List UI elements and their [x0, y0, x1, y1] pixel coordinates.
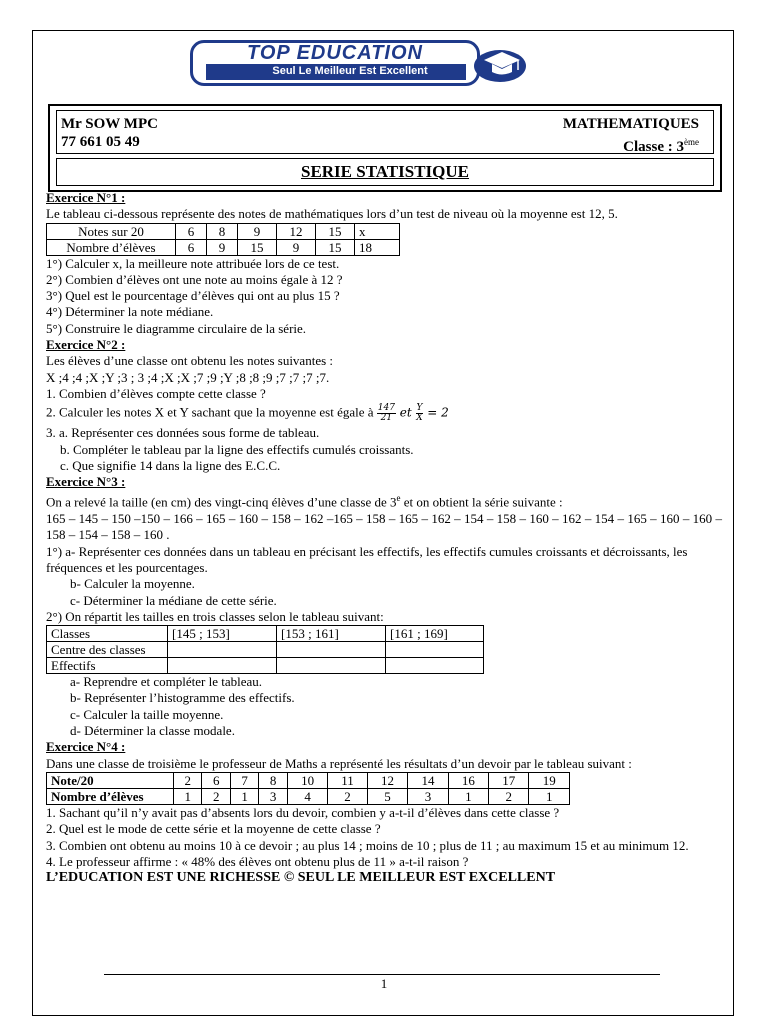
table-cell: Nombre d’élèves — [47, 239, 176, 255]
table-cell: 2 — [489, 788, 529, 804]
exercise-3-question: c- Déterminer la médiane de cette série. — [70, 592, 277, 608]
exercise-1-question: 2°) Combien d’élèves ont une note au moins égale à 12 ? — [46, 271, 343, 287]
table-cell: 16 — [448, 772, 488, 788]
table-cell: 11 — [328, 772, 368, 788]
table-cell: 9 — [277, 239, 316, 255]
table-cell: Nombre d’élèves — [47, 788, 174, 804]
graduation-cap-icon — [474, 42, 530, 82]
header-box — [48, 104, 722, 192]
table-cell: 3 — [259, 788, 287, 804]
table-cell: 15 — [316, 239, 355, 255]
fraction: $\frac{Y}{X}$ — [416, 403, 423, 424]
exercise-3-item: b- Représenter l’histogramme des effectifs. — [70, 690, 295, 706]
fraction: $\frac{147}{21}$ — [377, 403, 395, 424]
logo-brand: TOP EDUCATION — [247, 42, 423, 64]
subject: MATHEMATIQUES — [562, 116, 699, 132]
class-level: Classe : 3ème — [623, 137, 699, 155]
exercise-4-intro: Dans une classe de troisième le professeur de Maths a représenté les résultats d’un devoir par le tableau suivant : — [46, 755, 632, 771]
exercise-3-table — [46, 625, 484, 674]
exercise-1-table — [46, 223, 400, 256]
table-cell: 9 — [238, 223, 277, 239]
exercise-4-question: 4. Le professeur affirme : « 48% des élèves ont obtenu plus de 11 » a-t-il raison ? — [46, 853, 469, 869]
page-title: SERIE STATISTIQUE — [300, 162, 470, 181]
table-cell: Classes — [47, 626, 168, 642]
exercise-4-question: 2. Quel est le mode de cette série et la moyenne de cette classe ? — [46, 821, 381, 837]
table-cell: 18 — [355, 239, 400, 255]
table-cell: 1 — [230, 788, 258, 804]
exercise-1-question: 3°) Quel est le pourcentage d’élèves qui ont au plus 15 ? — [46, 288, 340, 304]
table-cell: 15 — [316, 223, 355, 239]
table-cell: 6 — [176, 239, 207, 255]
exercise-4-question: 1. Sachant qu’il n’y avait pas d’absents lors du devoir, combien y a-t-il d’élèves dans cette classe ? — [46, 804, 560, 820]
footer-motto: L’EDUCATION EST UNE RICHESSE © SEUL LE MEILLEUR EST EXCELLENT — [46, 870, 556, 886]
table-cell: 1 — [529, 788, 570, 804]
footer-rule — [104, 974, 660, 975]
table-cell: [145 ; 153] — [168, 626, 277, 642]
exercise-2-question: b. Compléter le tableau par la ligne des effectifs cumulés croissants. — [60, 441, 414, 457]
table-cell: 2 — [174, 772, 202, 788]
table-cell: 9 — [207, 239, 238, 255]
subject-info — [563, 115, 699, 156]
exercise-3-question: 1°) a- Représenter ces données dans un tableau en précisant les effectifs, les effectifs cumules croissants et décroissants, les fréquences et les pourcentages. — [46, 543, 688, 575]
exercise-2-question: c. Que signifie 14 dans la ligne des E.C.C. — [60, 457, 281, 473]
table-cell — [168, 658, 277, 674]
table-cell: 8 — [259, 772, 287, 788]
table-cell: 1 — [448, 788, 488, 804]
exercise-1-question: 1°) Calculer x, la meilleure note attribuée lors de ce test. — [46, 255, 340, 271]
exercise-4-question: 3. Combien ont obtenu au moins 10 à ce devoir ; au plus 14 ; moins de 10 ; plus de 11 ; au maximum 15 et au minimum 12. — [46, 837, 689, 853]
table-row — [47, 239, 400, 255]
table-cell — [277, 658, 386, 674]
exercise-2-data: X ;4 ;4 ;X ;Y ;3 ; 3 ;4 ;X ;X ;7 ;9 ;Y ;8 ;8 ;9 ;7 ;7 ;7 ;7. — [46, 369, 330, 385]
table-cell: 2 — [328, 788, 368, 804]
header-info — [56, 110, 714, 154]
teacher-name: Mr SOW MPC — [61, 116, 158, 132]
exercise-2-question: 2. Calculer les notes X et Y sachant que la moyenne est égale à $\frac{147}{21}$ et $\frac{Y}{X}$ = 2 — [46, 403, 449, 424]
table-row — [47, 642, 484, 658]
table-row — [47, 788, 570, 804]
table-row — [47, 772, 570, 788]
table-cell: 12 — [367, 772, 407, 788]
exercise-3-item: d- Déterminer la classe modale. — [70, 723, 235, 739]
table-cell: 6 — [202, 772, 230, 788]
logo — [190, 40, 540, 86]
table-cell: [161 ; 169] — [386, 626, 484, 642]
table-cell: 12 — [277, 223, 316, 239]
exercise-2-heading: Exercice N°2 : — [46, 337, 126, 353]
document-body — [46, 190, 722, 886]
logo-tagline: Seul Le Meilleur Est Excellent — [272, 65, 428, 77]
table-cell: 6 — [176, 223, 207, 239]
exercise-4-heading: Exercice N°4 : — [46, 739, 126, 755]
exercise-1-question: 5°) Construire le diagramme circulaire de la série. — [46, 320, 307, 336]
table-cell: Centre des classes — [47, 642, 168, 658]
teacher-phone: 77 661 05 49 — [61, 134, 140, 150]
table-cell: 19 — [529, 772, 570, 788]
table-cell: Effectifs — [47, 658, 168, 674]
table-cell: [153 ; 161] — [277, 626, 386, 642]
table-cell: 14 — [408, 772, 448, 788]
table-cell: 7 — [230, 772, 258, 788]
page-number: 1 — [380, 976, 388, 991]
table-cell: 4 — [287, 788, 327, 804]
table-cell: 1 — [174, 788, 202, 804]
exercise-3-item: c- Calculer la taille moyenne. — [70, 706, 224, 722]
table-row — [47, 626, 484, 642]
exercise-1-question: 4°) Déterminer la note médiane. — [46, 304, 214, 320]
exercise-3-item: a- Reprendre et compléter le tableau. — [70, 674, 263, 690]
table-cell: 5 — [367, 788, 407, 804]
exercise-3-heading: Exercice N°3 : — [46, 474, 126, 490]
table-cell: 3 — [408, 788, 448, 804]
table-cell — [386, 658, 484, 674]
table-row — [47, 223, 400, 239]
table-cell: x — [355, 223, 400, 239]
title-box — [56, 158, 714, 186]
exercise-1-heading: Exercice N°1 : — [46, 190, 126, 205]
exercise-3-series: 165 – 145 – 150 –150 – 166 – 165 – 160 – 158 – 162 –165 – 158 – 165 – 162 – 154 – 158 – 160 – 162 – 154 – 165 – 160 – 160 – 158 – 154 – 158 – 160 . — [46, 511, 722, 543]
exercise-1-intro: Le tableau ci-dessous représente des notes de mathématiques lors d’un test de niveau où la moyenne est 12, 5. — [46, 206, 618, 222]
table-row — [47, 658, 484, 674]
table-cell: 17 — [489, 772, 529, 788]
teacher-info — [61, 115, 158, 151]
table-cell: 8 — [207, 223, 238, 239]
table-cell — [277, 642, 386, 658]
table-cell: Notes sur 20 — [47, 223, 176, 239]
table-cell — [168, 642, 277, 658]
table-cell: 15 — [238, 239, 277, 255]
exercise-2-intro: Les élèves d’une classe ont obtenu les notes suivantes : — [46, 353, 334, 369]
exercise-3-question: b- Calculer la moyenne. — [70, 576, 195, 592]
exercise-2-question: 3. a. Représenter ces données sous forme de tableau. — [46, 425, 320, 441]
table-cell: 10 — [287, 772, 327, 788]
exercise-4-table — [46, 772, 570, 805]
exercise-3-question: 2°) On répartit les tailles en trois classes selon le tableau suivant: — [46, 608, 384, 624]
table-cell: Note/20 — [47, 772, 174, 788]
exercise-3-intro: On a relevé la taille (en cm) des vingt-cinq élèves d’une classe de 3e et on obtient la série suivante : — [46, 493, 563, 510]
exercise-2-question: 1. Combien d’élèves compte cette classe ? — [46, 385, 266, 401]
table-cell: 2 — [202, 788, 230, 804]
table-cell — [386, 642, 484, 658]
